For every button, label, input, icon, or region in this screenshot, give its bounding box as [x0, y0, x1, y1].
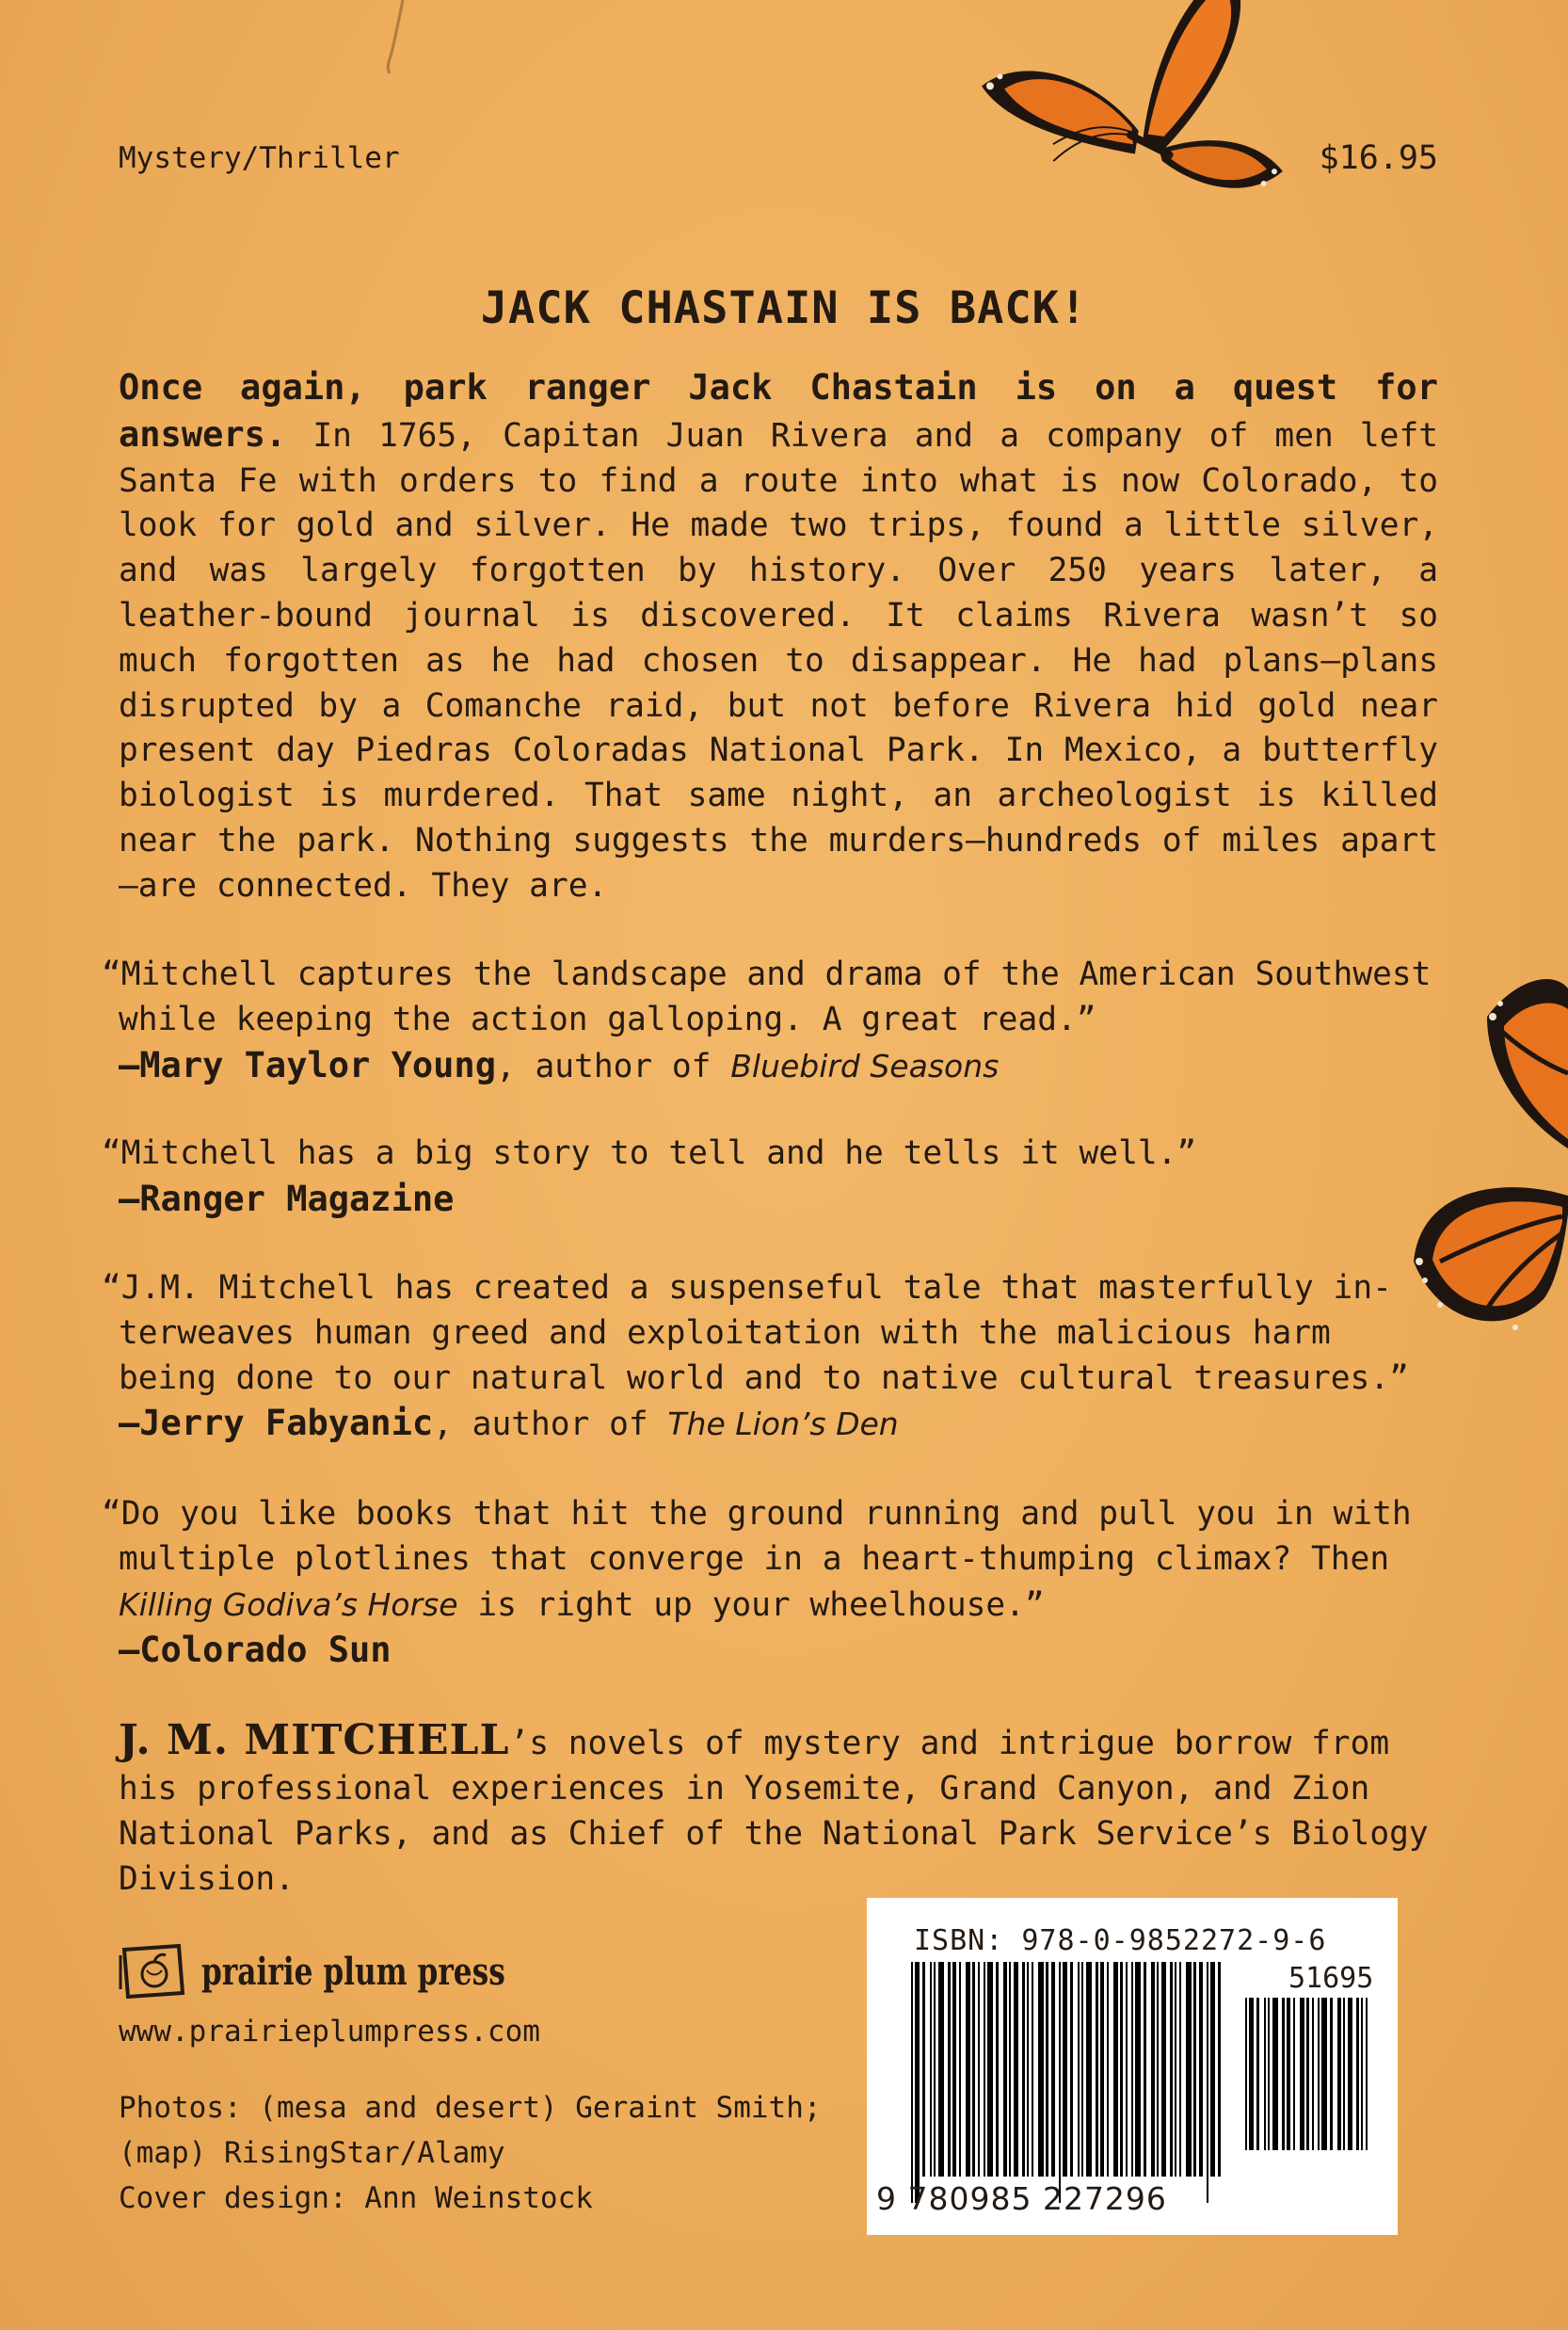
barcode-bar	[1086, 1962, 1092, 2177]
barcode-bar	[1348, 1998, 1352, 2150]
barcode-panel	[867, 1898, 1398, 2235]
barcode-bar	[1126, 1962, 1128, 2177]
barcode-bar	[1027, 1962, 1029, 2177]
barcode-bar	[1022, 1962, 1025, 2177]
ean-barcode	[909, 1962, 1229, 2203]
barcode-bar	[978, 1962, 980, 2177]
barcode-bar	[1287, 1998, 1290, 2150]
prairie-plum-logo-icon	[119, 1942, 188, 2001]
quote-text-part: is right up your wheelhouse.”	[457, 1585, 1045, 1624]
blurb-lead: Once again, park ranger Jack Chastain is on a quest for answers.	[119, 367, 1438, 455]
barcode-bar	[1337, 1998, 1341, 2150]
barcode-bar	[1032, 1962, 1033, 2177]
barcode-bar	[1343, 1998, 1345, 2150]
barcode-bar	[966, 1962, 970, 2177]
barcode-bar	[1051, 1962, 1055, 2177]
quote-text: “Mitchell captures the landscape and drama of the American Southwest while keeping the action galloping. A great read.”	[102, 956, 1432, 1038]
quote-author: —Ranger Magazine	[119, 1178, 455, 1219]
barcode-bar	[934, 1962, 936, 2177]
barcode-bar	[1318, 1998, 1320, 2150]
barcode-bar	[1131, 1962, 1133, 2177]
quote-book-title: Killing Godiva’s Horse	[119, 1585, 458, 1623]
barcode-bar	[1245, 1998, 1247, 2150]
genre-label: Mystery/Thriller	[119, 141, 400, 175]
barcode-bar	[1210, 1962, 1215, 2177]
barcode-bar	[930, 1962, 932, 2177]
quote-work-title: Bluebird Seasons	[730, 1047, 1000, 1085]
barcode-bar	[1135, 1962, 1141, 2177]
review-quote	[102, 953, 1438, 1089]
barcode-bar	[1186, 1962, 1192, 2177]
barcode-bar	[972, 1962, 975, 2177]
quote-attribution	[102, 1401, 1438, 1448]
ean-digits: 9 780985 227296	[876, 2180, 1167, 2217]
review-quote	[102, 1132, 1438, 1224]
credit-line: Cover design: Ann Weinstock	[119, 2181, 593, 2215]
barcode-bar	[1096, 1962, 1098, 2177]
barcode-bar	[1361, 1998, 1363, 2150]
barcode-bar	[987, 1962, 993, 2177]
barcode-bar	[1070, 1962, 1073, 2177]
barcode-bar	[1157, 1962, 1159, 2177]
barcode-bar	[1193, 1962, 1196, 2177]
quote-work-title: The Lion’s Den	[667, 1406, 899, 1443]
barcode-bar	[948, 1962, 951, 2177]
blurb-body: In 1765, Capitan Juan Rivera and a company of men left Santa Fe with orders to find a route into what is now Colorado, to look for gold and silver. He made two trips, found a little silver, and was largely forgotten by history. Over 250 years later, a leather-bound journal is discovered. It claims Rivera wasn’t so much forgotten as he had chosen to disappear. He had plans—plans disrupted by a Comanche raid, but not before Rivera hid gold near present day Piedras Coloradas National Park. In Mexico, a butterfly biologist is murdered. That same night, an archeologist is killed near the park. Nothing suggests the murders—hundreds of miles apart—are connected. They are.	[119, 416, 1438, 905]
headline: JACK CHASTAIN IS BACK!	[480, 282, 1088, 334]
barcode-bar	[1009, 1962, 1011, 2177]
publisher-logo	[119, 1942, 591, 2001]
barcode-bar	[1268, 1998, 1270, 2150]
barcode-bar	[1300, 1998, 1304, 2150]
barcode-bar	[952, 1962, 956, 2177]
barcode-bar	[1330, 1998, 1333, 2150]
barcode-bar	[1046, 1962, 1048, 2177]
barcode-bar	[984, 1962, 985, 2177]
barcode-bar	[1170, 1962, 1173, 2177]
author-name: J. M. MITCHELL	[119, 1716, 510, 1764]
author-bio	[119, 1718, 1436, 1902]
quote-text: “J.M. Mitchell has created a suspenseful tale that masterfully interweaves human greed and exploitation with the malicious harm being done to our natural world and to native cultural treasures.”	[102, 1269, 1409, 1397]
barcode-bar	[1312, 1998, 1314, 2150]
barcode-bar	[1081, 1962, 1083, 2177]
barcode-bar	[922, 1962, 925, 2177]
price-label: $16.95	[1319, 139, 1438, 177]
book-blurb	[119, 365, 1438, 909]
price-addon-barcode	[1243, 1998, 1375, 2203]
barcode-bar	[1256, 1998, 1259, 2150]
quote-attribution	[102, 1043, 1438, 1090]
barcode-bar	[1113, 1962, 1118, 2177]
barcode-bar	[1038, 1962, 1044, 2177]
barcode-bar	[938, 1962, 944, 2177]
publisher-name: prairie plum press	[201, 1949, 505, 1994]
quote-author: —Jerry Fabyanic	[119, 1403, 434, 1444]
barcode-bar	[911, 1962, 913, 2203]
barcode-bar	[1014, 1962, 1018, 2177]
barcode-bar	[1356, 1998, 1359, 2150]
barcode-bar	[1249, 1998, 1254, 2150]
barcode-bar	[1199, 1962, 1203, 2177]
barcode-bar	[1161, 1962, 1166, 2177]
quote-author: —Mary Taylor Young	[119, 1044, 496, 1085]
barcode-bar	[915, 1962, 920, 2203]
barcode-bar	[959, 1962, 961, 2177]
quote-author-suffix: , author of	[495, 1047, 731, 1085]
barcode-bar	[996, 1962, 999, 2177]
barcode-bar	[1282, 1998, 1285, 2150]
quote-attribution	[102, 1628, 1438, 1675]
review-quote	[102, 1492, 1438, 1675]
quote-author-suffix: , author of	[433, 1406, 668, 1444]
barcode-bar	[1059, 1962, 1061, 2203]
monarch-butterfly-top-icon	[941, 0, 1336, 254]
quote-text: “Mitchell has a big story to tell and he tells it well.”	[102, 1134, 1197, 1172]
barcode-bar	[1366, 1998, 1368, 2150]
isbn-label: ISBN: 978-0-9852272-9-6	[914, 1924, 1327, 1957]
barcode-bar	[1003, 1962, 1007, 2177]
barcode-bar	[1107, 1962, 1109, 2177]
barcode-bar	[1272, 1998, 1278, 2150]
barcode-bar	[1264, 1998, 1266, 2150]
barcode-bar	[1179, 1962, 1181, 2177]
barcode-bar	[1321, 1998, 1327, 2150]
quote-text-part: “Do you like books that hit the ground running and pull you in with multiple plotlines that converge in a heart-thumping climax? Then	[102, 1495, 1412, 1578]
barcode-bar	[1207, 1962, 1208, 2203]
credit-line: (map) RisingStar/Alamy	[119, 2136, 505, 2170]
price-code-label: 51695	[1288, 1962, 1374, 1995]
cover-credits	[119, 2085, 822, 2221]
quote-text	[102, 1492, 1438, 1628]
barcode-bar	[1175, 1962, 1176, 2177]
quote-author: —Colorado Sun	[119, 1630, 392, 1671]
publisher-website: www.prairieplumpress.com	[119, 2015, 540, 2049]
barcode-bar	[1218, 1962, 1221, 2177]
paper-crease-decoration	[358, 0, 433, 85]
barcode-bar	[1144, 1962, 1146, 2177]
barcode-bar	[1151, 1962, 1155, 2177]
barcode-bar	[1100, 1962, 1104, 2177]
credit-line: Photos: (mesa and desert) Geraint Smith;	[119, 2091, 822, 2125]
barcode-bar	[1293, 1998, 1295, 2150]
barcode-bar	[1306, 1998, 1309, 2150]
review-quote	[102, 1266, 1438, 1448]
barcode-bar	[1120, 1962, 1123, 2177]
barcode-bar	[1078, 1962, 1080, 2177]
author-bio-text: ’s novels of mystery and intrigue borrow from his professional experiences in Yosemite, Grand Canyon, and Zion National Parks, and as Chief of the National Park Service’s Biology Division.	[119, 1725, 1429, 1898]
quote-attribution	[102, 1177, 1438, 1224]
barcode-bar	[1063, 1962, 1067, 2177]
